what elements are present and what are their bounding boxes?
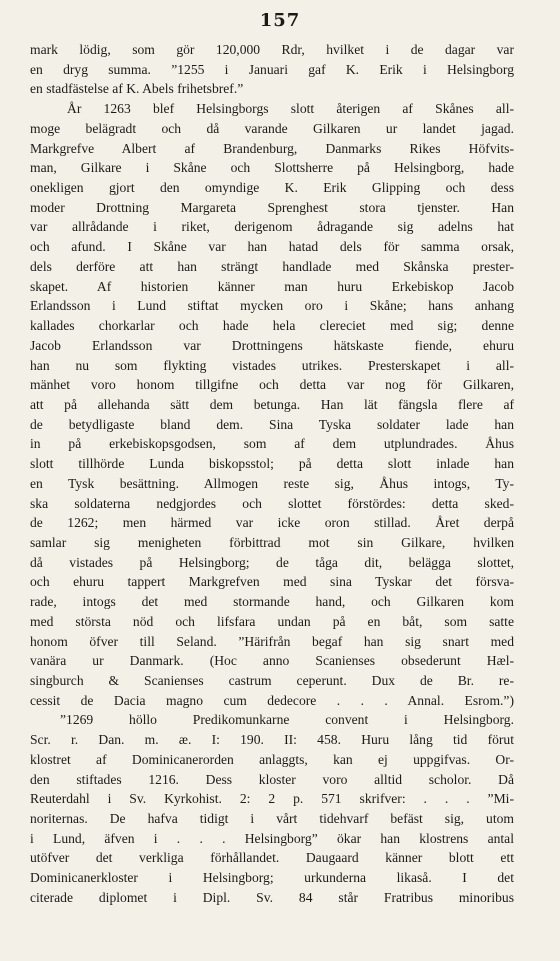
text-line: de betydligaste bland dem. Sina Tyska soldater lade han [30,416,514,432]
text-line: ska soldaterna nedgjordes och slottet förstördes: detta sked- [30,495,514,511]
text-line: man, Gilkare i Skåne och Slottsherre på Helsingborg, hade [30,160,514,176]
text-line: utöfver det verkliga förhållandet. Daugaard känner blott ett [30,850,514,866]
text-line: i Lund, äfven i . . . Helsingborg” ökar han klostrens antal [30,830,514,846]
body-text [30,40,514,908]
text-line: och afund. I Skåne var han hatad dels för samma orsak, [30,239,514,255]
text-line: vanära ur Danmark. (Hoc anno Scanienses obsederunt Hæl- [30,653,514,669]
text-line: ”1269 höllo Predikomunkarne convent i Helsingborg. [60,712,514,728]
text-line: slott tillhörde Lunda biskopsstol; på detta slott inlade han [30,456,514,472]
text-line: den stiftades 1216. Dess kloster voro alltid scholor. Då [30,771,514,787]
text-line: singburch & Scanienses castrum ceperunt. Dux de Br. re- [30,673,514,688]
text-line: Dominicanerkloster i Helsingborg; urkunderna likaså. I det [30,870,514,886]
text-line: var allrådande i riket, derigenom ådragande sig adelns hat [30,219,514,235]
text-line: cessit de Dacia magno cum dedecore . . . Annal. Esrom.”) [30,692,514,708]
text-line: mark lödig, som gör 120,000 Rdr, hvilket i de dagar var [30,42,514,57]
text-line: År 1263 blef Helsingborgs slott återigen af Skånes all- [67,101,514,117]
text-line: samlar sig menigheten förbittrad mot sin Gilkare, hvilken [30,534,514,550]
text-line: noriternas. De hafva tidigt i vårt tidehvarf befäst sig, utom [30,811,514,827]
text-line: Erlandsson i Lund stiftat mycken oro i Skåne; hans anhang [30,298,514,314]
text-line: med största nöd och lifsfara undan på en båt, som satte [30,613,514,629]
text-line: de 1262; men härmed var icke oron stillad. Året derpå [30,515,514,531]
text-line: moge belägradt och då varande Gilkaren ur landet jagad. [30,120,514,136]
text-line: kallades chorkarlar och hade hela clereciet med sig; denne [30,318,514,334]
text-line: honom öfver till Seland. ”Härifrån begaf han sig snart med [30,633,514,649]
text-line: Markgrefve Albert af Brandenburg, Danmarks Rikes Höfvits- [30,140,514,156]
text-line: då vistades på Helsingborg; de tåga dit, belägga slottet, [30,554,514,570]
text-line: mänhet voro honom tillgifne och detta var nog för Gilkaren, [30,377,514,393]
text-line: onekligen gjort den omyndige K. Erik Glipping och dess [30,180,514,196]
text-line: en dryg summa. ”1255 i Januari gaf K. Erik i Helsingborg [30,61,514,77]
text-line: skapet. Af historien känner man huru Erkebiskop Jacob [30,278,514,294]
text-line: rade, intogs det med stormande hand, och Gilkaren kom [30,594,514,610]
text-line: och ehuru tappert Markgrefven med sina Tyskar det försva- [30,574,514,590]
text-line: in på erkebiskopsgodsen, som af dem utplundrades. Åhus [30,436,514,452]
text-line: en stadfästelse af K. Abels frihetsbref.” [30,81,244,97]
text-line: klostret af Dominicanerorden anlaggts, kan ej uppgifvas. Or- [30,751,514,767]
text-line: moder Drottning Margareta Sprenghest stora tjenster. Han [30,199,514,215]
text-line: han nu som flykting vistades utrikes. Presterskapet i all- [30,357,514,373]
text-line: att på allehanda sätt dem betunga. Han lät fängsla flere af [30,396,514,412]
page-number: 157 [259,10,301,31]
text-line: Scr. r. Dan. m. æ. I: 190. II: 458. Huru lång tid förut [30,732,514,748]
text-line: Jacob Erlandsson var Drottningens hätskaste fiende, ehuru [30,337,514,353]
text-line: Reuterdahl i Sv. Kyrkohist. 2: 2 p. 571 skrifver: . . . ”Mi- [30,791,514,807]
text-line: dels derföre att han strängt handlade med Skånska prester- [30,258,514,274]
text-line: en Tysk besättning. Allmogen reste sig, Åhus intogs, Ty- [30,475,514,491]
text-line: citerade diplomet i Dipl. Sv. 84 står Fratribus minoribus [30,889,514,905]
